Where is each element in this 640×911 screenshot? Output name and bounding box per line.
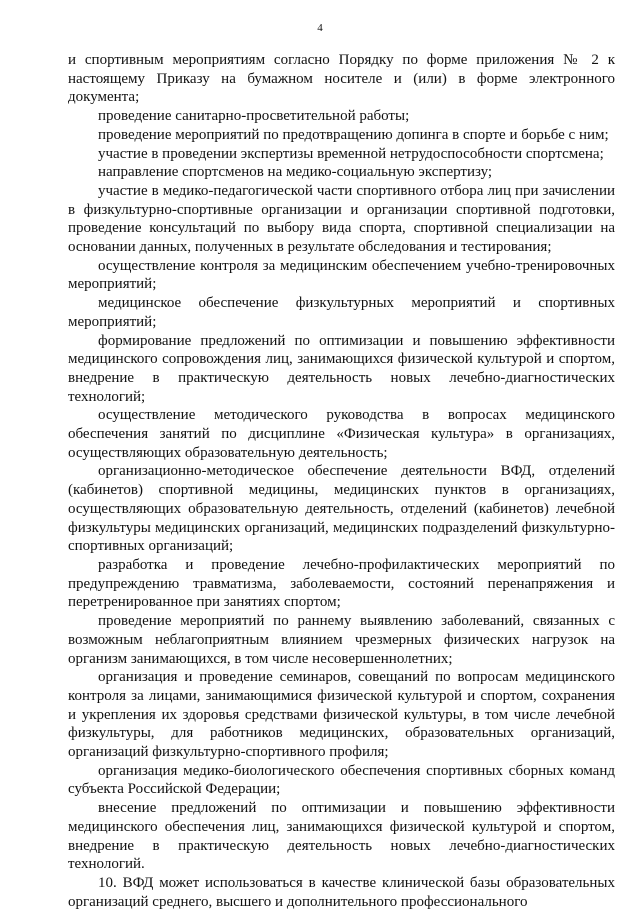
paragraph: 10. ВФД может использоваться в качестве клинической базы образовательных организаций среднего, высшего и дополнительного профессионального <box>68 874 615 910</box>
paragraph: проведение мероприятий по предотвращению допинга в спорте и борьбе с ним; <box>98 126 609 143</box>
paragraph: проведение санитарно-просветительной работы; <box>98 108 410 125</box>
paragraph: организация медико-биологического обеспечения спортивных сборных команд субъекта Российской Федерации; <box>68 762 615 798</box>
page-number: 4 <box>317 22 323 34</box>
paragraph: формирование предложений по оптимизации и повышению эффективности медицинского сопровождения лиц, занимающихся физической культурой и спортом, внедрение в практическую деятельность новых лечебно-диагностических технологий; <box>68 332 615 405</box>
paragraph: участие в проведении экспертизы временной нетрудоспособности спортсмена; <box>98 145 604 162</box>
paragraph: организационно-методическое обеспечение деятельности ВФД, отделений (кабинетов) спортивной медицины, медицинских пунктов в организациях, осуществляющих образовательную деятельность, отделений (кабинетов) лечебной физкультуры медицинских организаций, медицинских подразделений физкультурно-спортивных организаций; <box>68 463 615 555</box>
paragraph: внесение предложений по оптимизации и повышению эффективности медицинского обеспечения лиц, занимающихся физической культурой и спортом, внедрение в практическую деятельность новых лечебно-диагностических технологий. <box>68 800 615 873</box>
paragraph: проведение мероприятий по раннему выявлению заболеваний, связанных с возможным неблагоприятным влиянием чрезмерных физических нагрузок на организм занимающихся, в том числе несовершеннолетних; <box>68 613 615 667</box>
paragraph: медицинское обеспечение физкультурных мероприятий и спортивных мероприятий; <box>68 295 615 330</box>
paragraph: направление спортсменов на медико-социальную экспертизу; <box>98 164 493 181</box>
paragraph: и спортивным мероприятиям согласно Порядку по форме приложения № 2 к настоящему Приказу на бумажном носителе и (или) в форме электронного документа; <box>68 52 615 106</box>
paragraph: разработка и проведение лечебно-профилактических мероприятий по предупреждению травматизма, заболеваемости, состояний перенапряжения и перетренированное при занятиях спортом; <box>68 556 615 611</box>
paragraph: участие в медико-педагогической части спортивного отбора лиц при зачислении в физкультурно-спортивные организации и организации спортивной подготовки, проведение консультаций по выбору вида спорта, спортивной специализации на основании данных, полученных в результате обследования и тестирования; <box>68 182 615 256</box>
document-body <box>68 51 615 911</box>
paragraph: организация и проведение семинаров, совещаний по вопросам медицинского контроля за лицами, занимающимися физической культурой и спортом, сохранения и укрепления их здоровья средствами физической культуры, в том числе лечебной физкультуры, для работников медицинских, образовательных организаций, организаций физкультурно-спортивного профиля; <box>68 669 615 761</box>
paragraph: осуществление методического руководства в вопросах медицинского обеспечения занятий по дисциплине «Физическая культура» в организациях, осуществляющих образовательную деятельность; <box>68 407 615 461</box>
paragraph: осуществление контроля за медицинским обеспечением учебно-тренировочных мероприятий; <box>68 257 615 293</box>
